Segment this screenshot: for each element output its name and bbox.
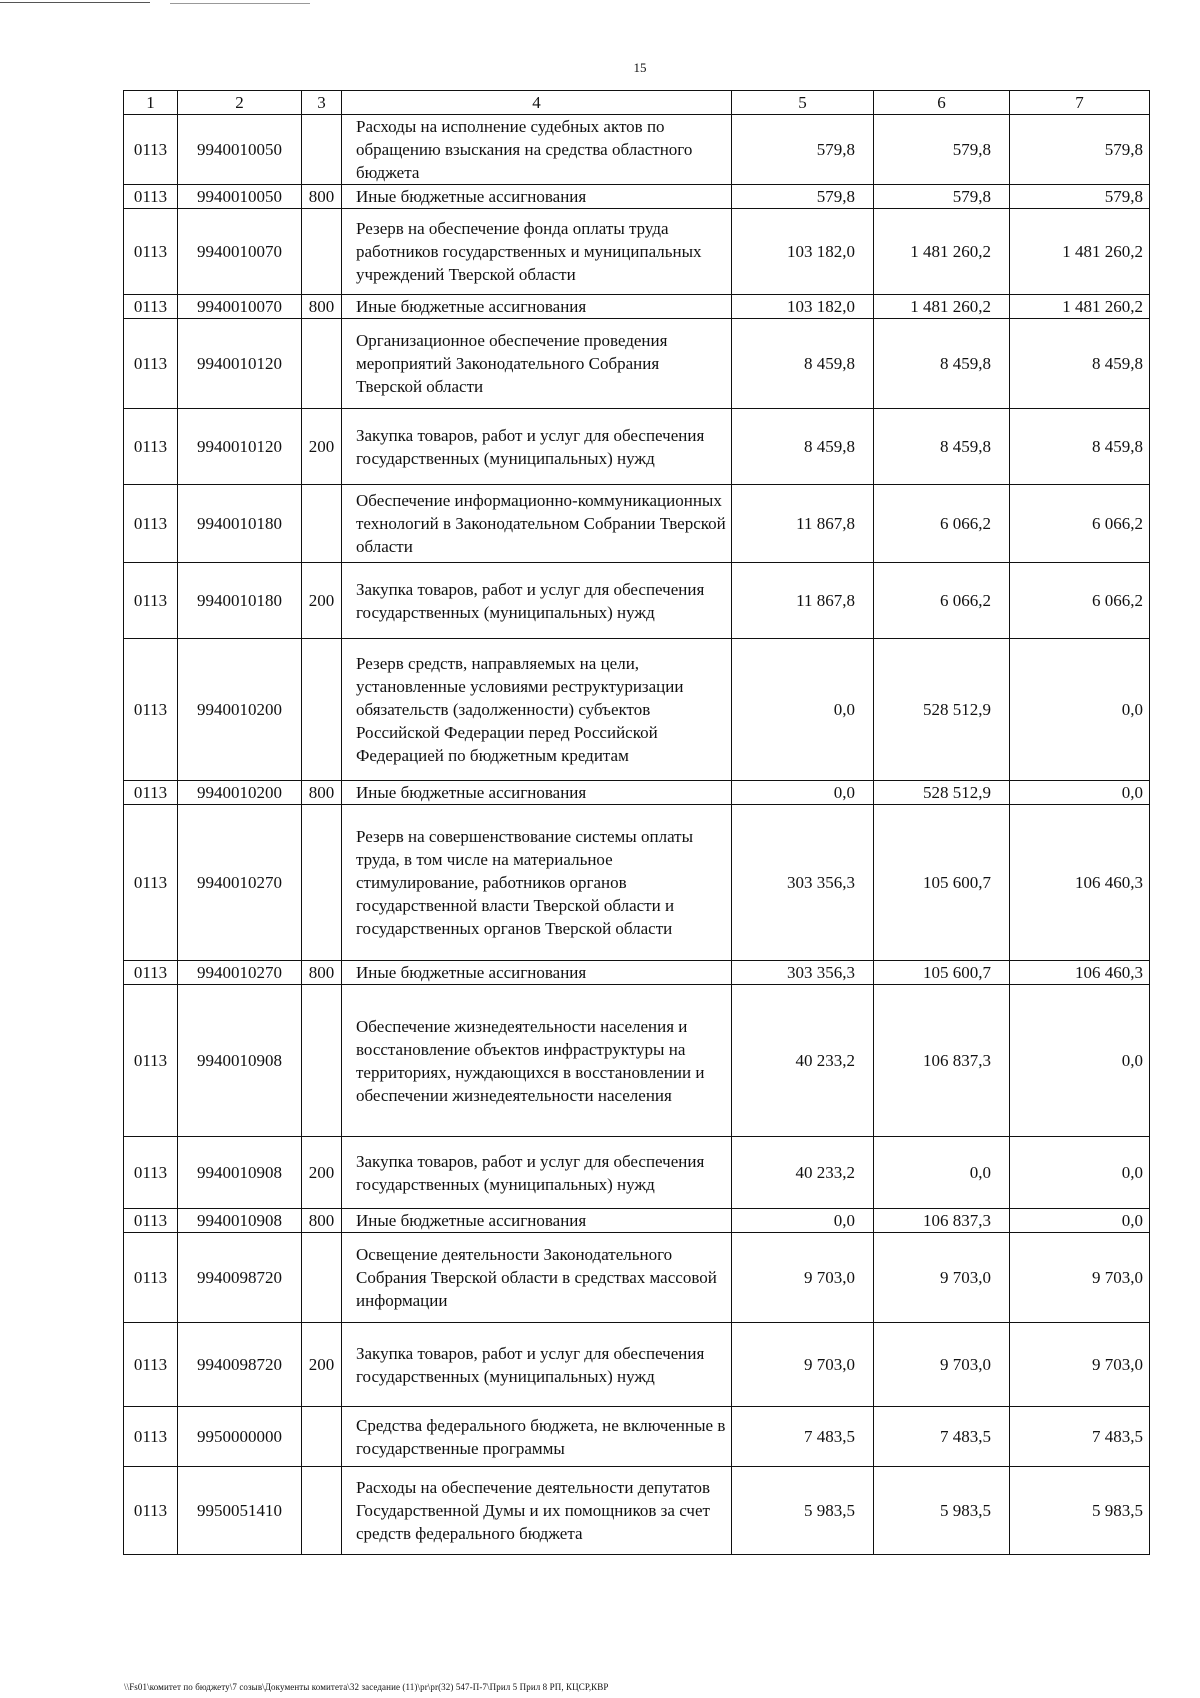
name-cell: Расходы на исполнение судебных актов по обращению взыскания на средства областного бюджета	[342, 115, 732, 185]
value-col5-cell: 5 983,5	[732, 1467, 874, 1555]
name-cell: Средства федерального бюджета, не включенные в государственные программы	[342, 1407, 732, 1467]
table-row	[124, 1323, 1150, 1407]
code-cell: 9940010908	[178, 1209, 302, 1233]
section-cell: 0113	[124, 209, 178, 295]
value-col7-cell: 7 483,5	[1010, 1407, 1150, 1467]
name-cell: Закупка товаров, работ и услуг для обеспечения государственных (муниципальных) нужд	[342, 1323, 732, 1407]
section-cell: 0113	[124, 961, 178, 985]
value-col7-cell: 6 066,2	[1010, 485, 1150, 563]
kvr-cell: 200	[302, 563, 342, 639]
value-col5-cell: 0,0	[732, 1209, 874, 1233]
column-header: 5	[732, 91, 874, 115]
table-row	[124, 1137, 1150, 1209]
value-col5-cell: 40 233,2	[732, 1137, 874, 1209]
value-col5-cell: 103 182,0	[732, 209, 874, 295]
code-cell: 9940010120	[178, 409, 302, 485]
code-cell: 9940010180	[178, 485, 302, 563]
name-cell: Иные бюджетные ассигнования	[342, 185, 732, 209]
kvr-cell: 800	[302, 295, 342, 319]
value-col6-cell: 1 481 260,2	[874, 209, 1010, 295]
kvr-cell	[302, 805, 342, 961]
value-col5-cell: 11 867,8	[732, 485, 874, 563]
column-header: 6	[874, 91, 1010, 115]
code-cell: 9940098720	[178, 1323, 302, 1407]
kvr-cell: 800	[302, 781, 342, 805]
code-cell: 9940010270	[178, 805, 302, 961]
table-row	[124, 639, 1150, 781]
code-cell: 9940010050	[178, 185, 302, 209]
scan-artifact-line	[0, 2, 150, 3]
value-col7-cell: 0,0	[1010, 781, 1150, 805]
value-col5-cell: 40 233,2	[732, 985, 874, 1137]
value-col7-cell: 106 460,3	[1010, 805, 1150, 961]
value-col7-cell: 106 460,3	[1010, 961, 1150, 985]
value-col7-cell: 8 459,8	[1010, 409, 1150, 485]
value-col7-cell: 0,0	[1010, 1209, 1150, 1233]
value-col5-cell: 9 703,0	[732, 1233, 874, 1323]
kvr-cell	[302, 209, 342, 295]
value-col7-cell: 1 481 260,2	[1010, 295, 1150, 319]
kvr-cell	[302, 319, 342, 409]
section-cell: 0113	[124, 1209, 178, 1233]
code-cell: 9940010050	[178, 115, 302, 185]
table-row	[124, 1467, 1150, 1555]
table-row	[124, 319, 1150, 409]
code-cell: 9940010200	[178, 781, 302, 805]
value-col6-cell: 528 512,9	[874, 781, 1010, 805]
section-cell: 0113	[124, 185, 178, 209]
kvr-cell	[302, 1233, 342, 1323]
value-col5-cell: 0,0	[732, 639, 874, 781]
section-cell: 0113	[124, 485, 178, 563]
name-cell: Закупка товаров, работ и услуг для обеспечения государственных (муниципальных) нужд	[342, 563, 732, 639]
section-cell: 0113	[124, 1407, 178, 1467]
code-cell: 9940010908	[178, 985, 302, 1137]
value-col7-cell: 9 703,0	[1010, 1233, 1150, 1323]
table-row	[124, 115, 1150, 185]
column-header-row	[124, 91, 1150, 115]
value-col7-cell: 579,8	[1010, 185, 1150, 209]
column-header: 7	[1010, 91, 1150, 115]
name-cell: Расходы на обеспечение деятельности депутатов Государственной Думы и их помощников за счет средств федерального бюджета	[342, 1467, 732, 1555]
table-row	[124, 563, 1150, 639]
name-cell: Освещение деятельности Законодательного Собрания Тверской области в средствах массовой информации	[342, 1233, 732, 1323]
value-col6-cell: 579,8	[874, 185, 1010, 209]
column-header: 1	[124, 91, 178, 115]
scan-artifact-line	[170, 3, 310, 4]
table-row	[124, 1233, 1150, 1323]
section-cell: 0113	[124, 1233, 178, 1323]
name-cell: Иные бюджетные ассигнования	[342, 1209, 732, 1233]
kvr-cell	[302, 639, 342, 781]
section-cell: 0113	[124, 1467, 178, 1555]
name-cell: Резерв на обеспечение фонда оплаты труда работников государственных и муниципальных учреждений Тверской области	[342, 209, 732, 295]
code-cell: 9940010120	[178, 319, 302, 409]
table-row	[124, 781, 1150, 805]
section-cell: 0113	[124, 319, 178, 409]
name-cell: Резерв средств, направляемых на цели, установленные условиями реструктуризации обязательств (задолженности) субъектов Российской Федерации перед Российской Федерацией по бюджетным кредитам	[342, 639, 732, 781]
value-col6-cell: 5 983,5	[874, 1467, 1010, 1555]
section-cell: 0113	[124, 1137, 178, 1209]
value-col5-cell: 0,0	[732, 781, 874, 805]
value-col7-cell: 6 066,2	[1010, 563, 1150, 639]
section-cell: 0113	[124, 805, 178, 961]
value-col5-cell: 303 356,3	[732, 961, 874, 985]
table-row	[124, 1209, 1150, 1233]
value-col6-cell: 6 066,2	[874, 563, 1010, 639]
name-cell: Обеспечение жизнедеятельности населения и восстановление объектов инфраструктуры на территориях, нуждающихся в восстановлении и обеспечении жизнедеятельности населения	[342, 985, 732, 1137]
code-cell: 9940098720	[178, 1233, 302, 1323]
value-col6-cell: 106 837,3	[874, 1209, 1010, 1233]
value-col5-cell: 7 483,5	[732, 1407, 874, 1467]
section-cell: 0113	[124, 781, 178, 805]
name-cell: Иные бюджетные ассигнования	[342, 295, 732, 319]
footer-file-path: \\Fs01\комитет по бюджету\7 созыв\Документы комитета\32 заседание (11)\pr\pr(32) 547-П-7\Прил 5 Прил 8 РП, КЦСР,КВР	[124, 1682, 609, 1692]
value-col6-cell: 106 837,3	[874, 985, 1010, 1137]
column-header: 2	[178, 91, 302, 115]
value-col7-cell: 579,8	[1010, 115, 1150, 185]
kvr-cell: 800	[302, 961, 342, 985]
value-col6-cell: 0,0	[874, 1137, 1010, 1209]
value-col5-cell: 579,8	[732, 185, 874, 209]
page-number: 15	[633, 60, 647, 75]
section-cell: 0113	[124, 1323, 178, 1407]
table-row	[124, 209, 1150, 295]
name-cell: Организационное обеспечение проведения мероприятий Законодательного Собрания Тверской области	[342, 319, 732, 409]
section-cell: 0113	[124, 295, 178, 319]
value-col5-cell: 9 703,0	[732, 1323, 874, 1407]
table-row	[124, 295, 1150, 319]
section-cell: 0113	[124, 409, 178, 485]
kvr-cell	[302, 985, 342, 1137]
value-col5-cell: 303 356,3	[732, 805, 874, 961]
section-cell: 0113	[124, 985, 178, 1137]
table-row	[124, 1407, 1150, 1467]
name-cell: Закупка товаров, работ и услуг для обеспечения государственных (муниципальных) нужд	[342, 1137, 732, 1209]
budget-table	[123, 90, 1150, 1555]
kvr-cell: 200	[302, 1323, 342, 1407]
column-header: 4	[342, 91, 732, 115]
kvr-cell: 200	[302, 1137, 342, 1209]
table-row	[124, 985, 1150, 1137]
value-col5-cell: 579,8	[732, 115, 874, 185]
value-col7-cell: 1 481 260,2	[1010, 209, 1150, 295]
code-cell: 9940010908	[178, 1137, 302, 1209]
value-col6-cell: 8 459,8	[874, 319, 1010, 409]
value-col5-cell: 8 459,8	[732, 409, 874, 485]
name-cell: Обеспечение информационно-коммуникационных технологий в Законодательном Собрании Тверской области	[342, 485, 732, 563]
table-row	[124, 485, 1150, 563]
kvr-cell: 200	[302, 409, 342, 485]
section-cell: 0113	[124, 639, 178, 781]
kvr-cell	[302, 1407, 342, 1467]
kvr-cell	[302, 115, 342, 185]
value-col6-cell: 105 600,7	[874, 805, 1010, 961]
value-col6-cell: 579,8	[874, 115, 1010, 185]
code-cell: 9950051410	[178, 1467, 302, 1555]
value-col6-cell: 9 703,0	[874, 1233, 1010, 1323]
column-header: 3	[302, 91, 342, 115]
value-col6-cell: 6 066,2	[874, 485, 1010, 563]
name-cell: Иные бюджетные ассигнования	[342, 781, 732, 805]
section-cell: 0113	[124, 115, 178, 185]
name-cell: Иные бюджетные ассигнования	[342, 961, 732, 985]
kvr-cell	[302, 485, 342, 563]
table-row	[124, 409, 1150, 485]
table-row	[124, 185, 1150, 209]
code-cell: 9940010070	[178, 209, 302, 295]
kvr-cell: 800	[302, 1209, 342, 1233]
table-row	[124, 961, 1150, 985]
value-col6-cell: 8 459,8	[874, 409, 1010, 485]
value-col7-cell: 9 703,0	[1010, 1323, 1150, 1407]
value-col6-cell: 7 483,5	[874, 1407, 1010, 1467]
value-col6-cell: 528 512,9	[874, 639, 1010, 781]
value-col7-cell: 0,0	[1010, 1137, 1150, 1209]
value-col6-cell: 105 600,7	[874, 961, 1010, 985]
value-col7-cell: 8 459,8	[1010, 319, 1150, 409]
code-cell: 9940010180	[178, 563, 302, 639]
name-cell: Закупка товаров, работ и услуг для обеспечения государственных (муниципальных) нужд	[342, 409, 732, 485]
kvr-cell: 800	[302, 185, 342, 209]
value-col7-cell: 0,0	[1010, 639, 1150, 781]
kvr-cell	[302, 1467, 342, 1555]
code-cell: 9950000000	[178, 1407, 302, 1467]
value-col7-cell: 0,0	[1010, 985, 1150, 1137]
value-col5-cell: 103 182,0	[732, 295, 874, 319]
value-col6-cell: 9 703,0	[874, 1323, 1010, 1407]
table-row	[124, 805, 1150, 961]
code-cell: 9940010270	[178, 961, 302, 985]
section-cell: 0113	[124, 563, 178, 639]
value-col6-cell: 1 481 260,2	[874, 295, 1010, 319]
code-cell: 9940010070	[178, 295, 302, 319]
name-cell: Резерв на совершенствование системы оплаты труда, в том числе на материальное стимулирование, работников органов государственной власти Тверской области и государственных органов Тверской области	[342, 805, 732, 961]
value-col7-cell: 5 983,5	[1010, 1467, 1150, 1555]
value-col5-cell: 11 867,8	[732, 563, 874, 639]
value-col5-cell: 8 459,8	[732, 319, 874, 409]
code-cell: 9940010200	[178, 639, 302, 781]
